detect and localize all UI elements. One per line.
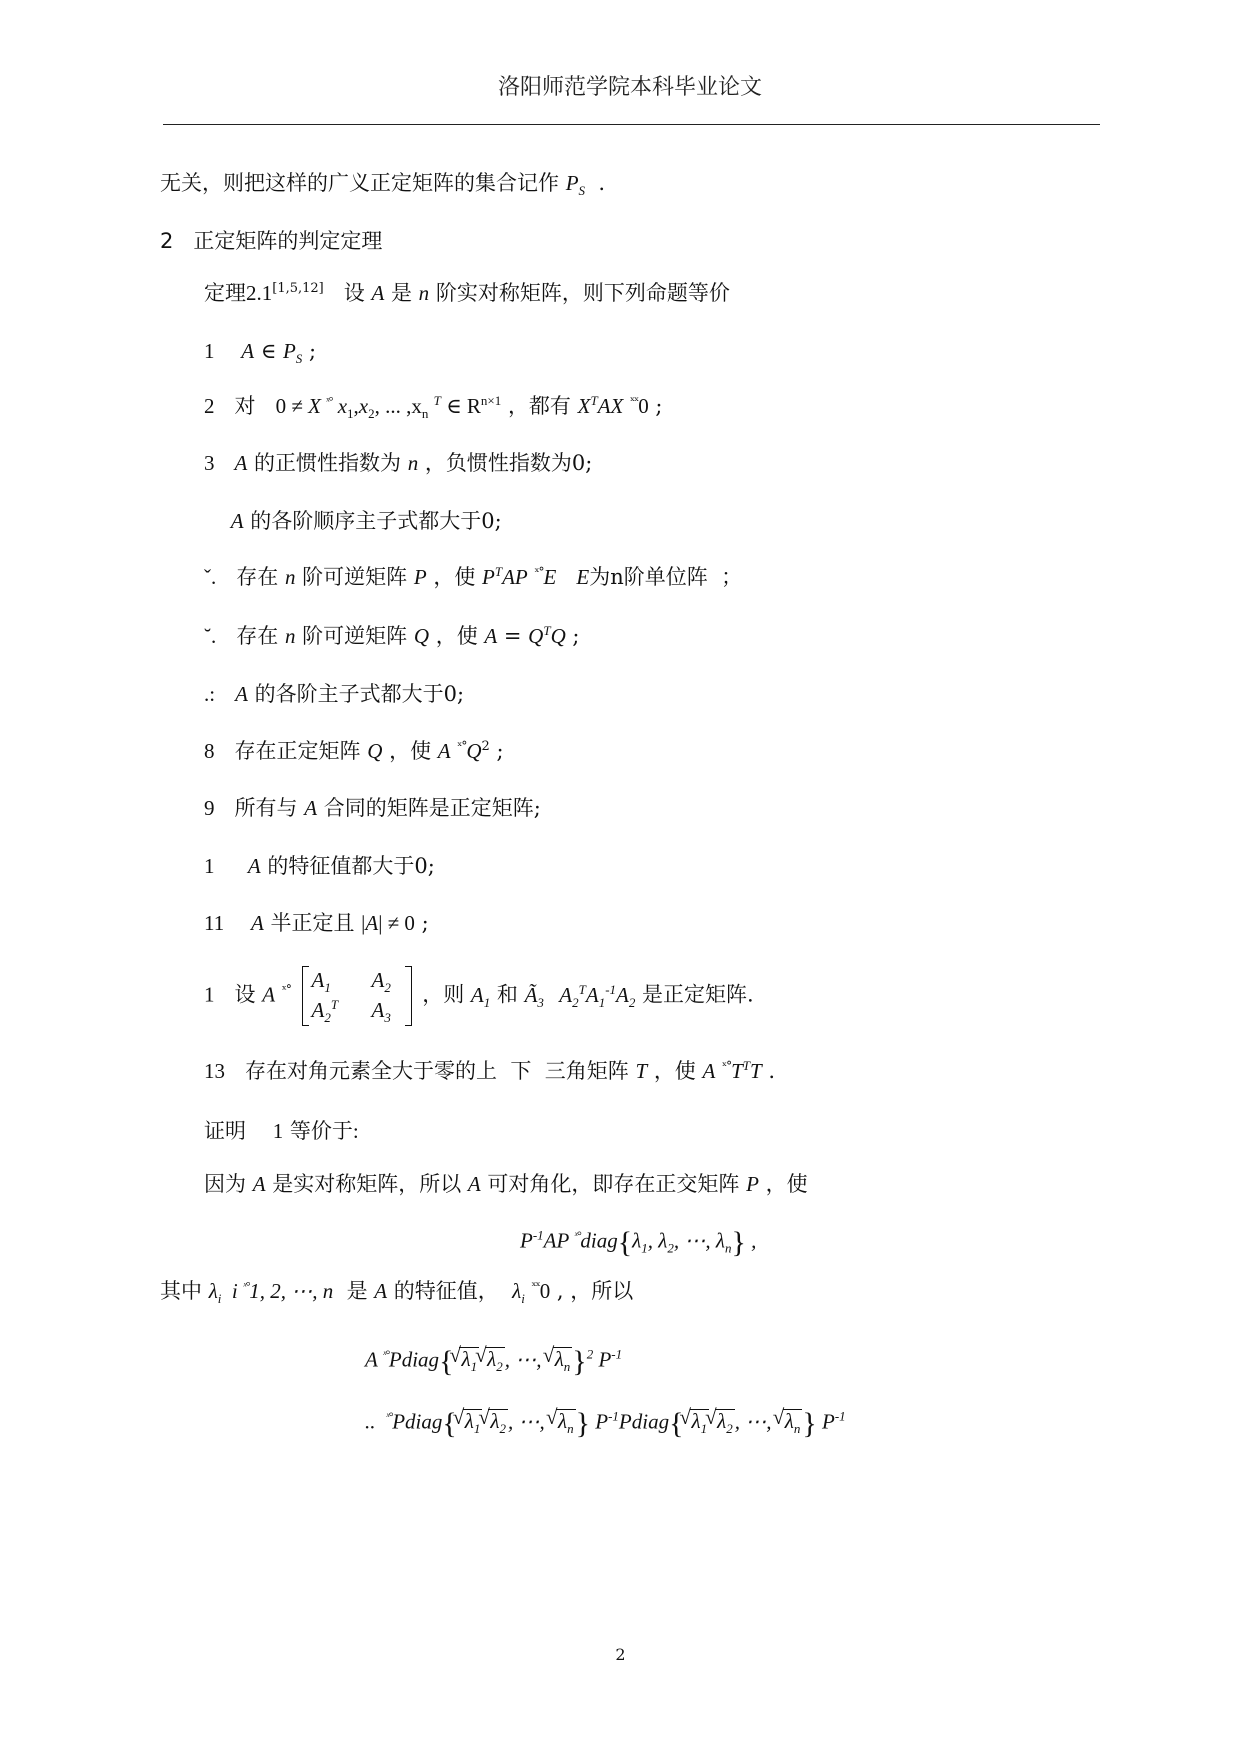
item-5: ˇ. 存在 n 阶可逆矩阵 P ，使 $P^TAP$ $^{ˣ^\circ}$E E为n阶单位阵 ； xyxy=(204,564,743,589)
item-number: 2 xyxy=(204,394,215,418)
math-expression: $\lambda_i$ xyxy=(512,1279,525,1307)
math-a: A xyxy=(250,911,264,935)
proof-text: 是实对称矩阵，所以 xyxy=(272,1172,462,1196)
math-n: n xyxy=(284,565,296,589)
header-rule xyxy=(163,124,1100,125)
item-text: 阶可逆矩阵 xyxy=(302,565,408,589)
item-text: 下 xyxy=(510,1059,532,1083)
math-a: A xyxy=(374,1279,388,1303)
item-text: 阶可逆矩阵 xyxy=(302,624,408,648)
item-text: 合同的矩阵是正定矩阵; xyxy=(323,796,541,820)
item-number: 3 xyxy=(204,451,215,475)
item-number: 8 xyxy=(204,739,215,763)
item-7 xyxy=(204,683,464,706)
item-text: 的各阶顺序主子式都大于0; xyxy=(250,509,502,533)
page-number: 2 xyxy=(615,1645,626,1664)
item-12: 1 设 A $^{ˣ^\circ}$ $A_1$ $A_2$ $A_2^T$ $A_3$ ，则 $A_1$ 和 $Ã_3$ $A_2^TA_1^{-1}A_2$ 是正定矩阵. xyxy=(204,966,754,1026)
item-number: ˘. xyxy=(204,624,217,648)
math-a: A xyxy=(371,281,385,305)
theorem-text-c: 阶实对称矩阵，则下列命题等价 xyxy=(435,281,730,305)
math-expression: $P^TAP$ xyxy=(482,564,528,589)
item-6: ˘. 存在 n 阶可逆矩阵 Q ，使 $A = Q^TQ$ ; xyxy=(204,623,580,648)
item-text: 三角矩阵 xyxy=(544,1059,629,1083)
math-expression: $Ã_3$ $A_2^TA_1^{-1}A_2$ xyxy=(524,981,636,1010)
item-number: 1 xyxy=(204,339,215,363)
item-text: 的各阶主子式都大于0; xyxy=(254,682,465,706)
item-number: 11 xyxy=(204,911,225,935)
item-13: 13 存在对角元素全大于零的上 下 三角矩阵 T ，使 A $^{ˣ^\circ}T^TT$ . xyxy=(204,1058,776,1083)
item-text: 设 xyxy=(234,982,256,1007)
item-text: ，使 xyxy=(389,739,432,763)
math-expression: |A| ≠ 0 xyxy=(361,911,415,935)
item-9 xyxy=(204,797,541,820)
item-text: ； xyxy=(721,565,743,589)
item-number: 1 xyxy=(204,982,215,1007)
math-p: P xyxy=(413,565,427,589)
math-a: A xyxy=(262,982,276,1007)
item-text: 存在正定矩阵 xyxy=(234,739,361,763)
math-expression: A xyxy=(702,1059,716,1083)
section-heading xyxy=(160,230,382,253)
math-ps: $P_S$ xyxy=(565,171,586,199)
proof-text: 的特征值， xyxy=(393,1279,499,1303)
page-header-title: 洛阳师范学院本科毕业论文 xyxy=(497,75,762,100)
proof-number: 1 xyxy=(272,1119,284,1143)
math-a: A xyxy=(467,1172,481,1196)
item-10 xyxy=(204,855,435,878)
math-q: Q xyxy=(367,739,383,763)
item-text: ，使 xyxy=(653,1059,696,1083)
item-text: 为n阶单位阵 xyxy=(589,565,708,589)
math-a: A xyxy=(252,1172,266,1196)
math-t: T xyxy=(635,1059,648,1083)
intro-text: 无关，则把这样的广义正定矩阵的集合记作 xyxy=(160,171,559,195)
intro-line xyxy=(160,171,606,199)
item-text: ，负惯性指数为0; xyxy=(424,451,593,475)
intro-tail: . xyxy=(598,171,606,195)
proof-text: ，所以 xyxy=(570,1279,634,1303)
equation-sqrt-1: A $^{ˣ^\circ}$Pdiag{√ $\lambda_1√$ $\lambda_2$, ⋯, √ $\lambda_n\}^2$ $P^{-1}$ xyxy=(365,1345,622,1378)
item-text: 存在对角元素全大于零的上 xyxy=(245,1059,498,1083)
math-expression: $A_1$ xyxy=(470,982,491,1010)
item-text: ，使 xyxy=(435,624,478,648)
item-text: 是正定矩阵. xyxy=(642,982,754,1007)
item-text: 所有与 xyxy=(234,796,298,820)
theorem-number: 2.1 xyxy=(246,281,273,305)
proof-text: 因为 xyxy=(204,1172,246,1196)
theorem-citation: [1,5,12] xyxy=(272,281,324,296)
item-number: ˇ. xyxy=(204,565,217,589)
math-a: A xyxy=(234,451,248,475)
block-matrix: $A_1$ $A_2$ $A_2^T$ $A_3$ xyxy=(302,966,412,1026)
proof-paragraph-1 xyxy=(204,1173,808,1196)
math-a: A xyxy=(230,509,244,533)
math-a: A xyxy=(304,796,318,820)
item-text: 存在 xyxy=(236,565,279,589)
item-2: 2 对 0 ≠ X $^{ˣ^\circ}$ $x_1,x_2$, ... $,x_n$ $^T$ ∈ $R^{n\times 1}$ ，都有 $X^TAX$ $^{ˣˣ}$0 ; xyxy=(204,393,663,422)
proof-text: 其中 xyxy=(160,1279,202,1303)
proof-text: ，使 xyxy=(765,1172,808,1196)
math-p: P xyxy=(746,1172,759,1196)
item-11: 11 A 半正定且 |A| ≠ 0 ; xyxy=(204,911,429,935)
item-text: ，则 xyxy=(422,982,465,1007)
math-expression: $X^TAX$ xyxy=(577,393,624,418)
equation-diagonalization: $P^{-1}AP$ $^{ˣ^\circ}diag\{\lambda_1$, $\lambda_2$, ⋯, $\lambda_n$} , xyxy=(520,1226,757,1259)
theorem-text-a: 设 xyxy=(343,281,365,305)
theorem-statement xyxy=(204,282,730,305)
item-text: 半正定且 xyxy=(270,911,355,935)
math-q: Q xyxy=(413,624,430,648)
proof-paragraph-2: 其中 $\lambda_i$ i $^{ˣ^\circ}$1, 2, ⋯, n 是 A 的特征值， $\lambda_i$ $^{ˣˣ}$0 , ，所以 xyxy=(160,1279,634,1307)
proof-equiv: 等价于 xyxy=(289,1119,353,1143)
item-text: 的特征值都大于0; xyxy=(267,854,435,878)
item-number: 9 xyxy=(204,796,215,820)
section-title: 正定矩阵的判定定理 xyxy=(193,229,383,253)
theorem-label: 定理 xyxy=(204,281,246,305)
equation-sqrt-2: .. $^{ˣ^\circ}$Pdiag{√ $\lambda_1√$ $\lambda_2$, ⋯, √ $\lambda_n$} $P^{-1}Pdiag\{√$ $\lambda_1√$ $\lambda_2$, ⋯, √ $\lambda_n$} $P^{-1}$ xyxy=(365,1407,846,1440)
math-n: n xyxy=(418,281,430,305)
math-n: n xyxy=(407,451,419,475)
math-n: n xyxy=(284,624,296,648)
item-text: ，使 xyxy=(433,565,476,589)
math-expression: $\lambda_i$ i $^{ˣ^\circ}$1, 2, ⋯, n xyxy=(208,1279,334,1307)
item-4 xyxy=(204,510,502,533)
section-number: 2 xyxy=(160,229,174,253)
item-text: 存在 xyxy=(236,624,279,648)
math-expression: A xyxy=(437,739,451,763)
item-number: 1 xyxy=(204,854,215,878)
item-number: .: xyxy=(204,682,216,706)
item-number: 13 xyxy=(204,1059,225,1083)
math-expression: A xyxy=(484,624,498,648)
proof-text: 可对角化，即存在正交矩阵 xyxy=(487,1172,740,1196)
math-expression: 0 ≠ X $^{ˣ^\circ}$ $x_1,x_2$, ... $,x_n$ $^T$ ∈ $R^{n\times 1}$ xyxy=(275,393,502,422)
math-e: E xyxy=(576,565,590,589)
math-a: A xyxy=(235,682,248,706)
proof-heading: 证明 1 等价于: xyxy=(204,1119,359,1143)
proof-label: 证明 xyxy=(204,1119,246,1143)
item-text: 的正惯性指数为 xyxy=(254,451,402,475)
item-text: 和 xyxy=(496,982,518,1007)
math-a: A xyxy=(247,854,261,878)
item-8: 8 存在正定矩阵 Q ，使 A $^{ˣ^\circ}Q^2$ ; xyxy=(204,739,504,763)
math-expression: A xyxy=(241,339,255,363)
item-1: 1 A ∈ $P_S$ ; xyxy=(204,339,317,367)
proof-text: 是 xyxy=(346,1279,368,1303)
item-text: ，都有 xyxy=(507,394,571,418)
theorem-text-b: 是 xyxy=(390,281,412,305)
item-text: 对 xyxy=(234,394,256,418)
item-3 xyxy=(204,452,592,475)
